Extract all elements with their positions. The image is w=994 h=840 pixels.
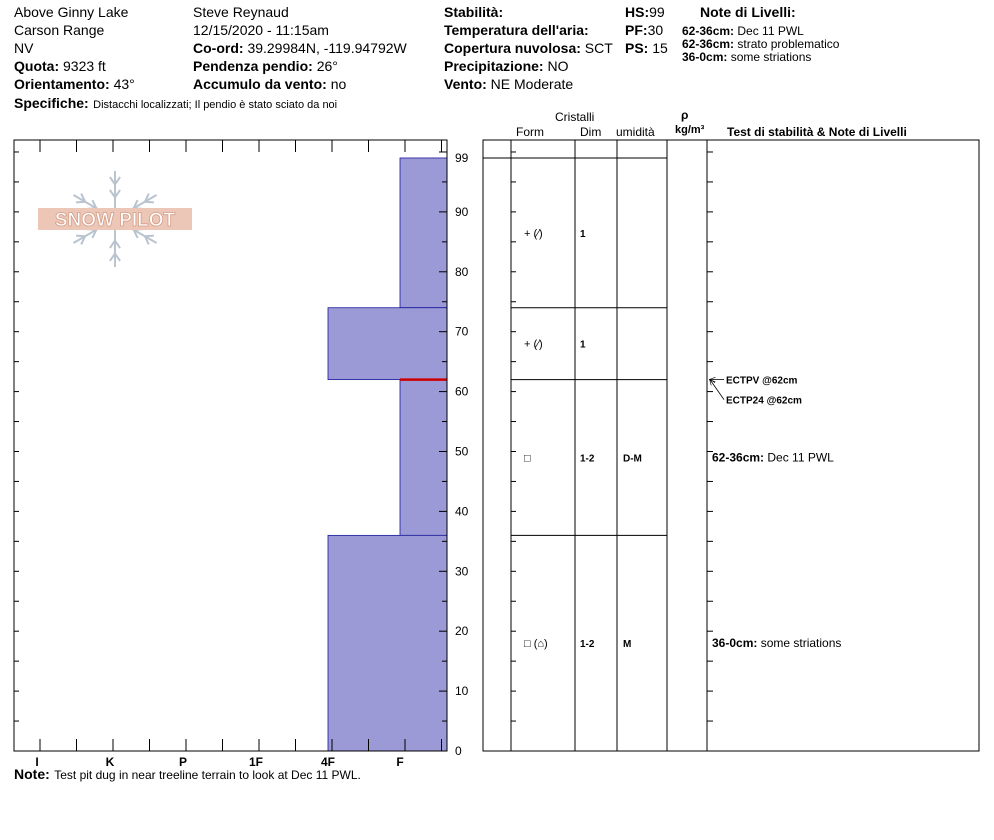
stability-label: Stabilità:: [444, 4, 504, 20]
state-name: NV: [14, 40, 34, 56]
sky-label: Copertura nuvolosa:: [444, 40, 581, 56]
layer-3-size: 1-2: [580, 453, 595, 465]
wind-value: NE Moderate: [490, 76, 574, 92]
hardness-bar-3: [400, 380, 447, 536]
layer-note-2-range: 62-36cm:: [682, 37, 735, 51]
depth-label-80: 80: [455, 264, 469, 279]
form-heading: Form: [516, 125, 544, 139]
precip-value: NO: [547, 58, 569, 74]
layer-table-frame: [483, 140, 979, 751]
note-label: Note:: [14, 766, 50, 782]
humidity-heading: umidità: [616, 125, 655, 139]
layer-4-size: 1-2: [580, 639, 595, 651]
depth-label-40: 40: [455, 504, 469, 519]
coord-value: 39.29984N, -119.94792W: [247, 40, 407, 56]
depth-label-90: 90: [455, 204, 469, 219]
air-temp-label: Temperatura dell'aria:: [444, 22, 589, 38]
crystals-heading: Cristalli: [555, 110, 595, 124]
location-name: Above Ginny Lake: [14, 4, 129, 20]
layer-4-form: □ (⌂): [524, 638, 548, 651]
layer-4-moisture: M: [623, 639, 632, 651]
depth-label-99: 99: [455, 150, 469, 165]
density-unit-heading: kg/m³: [675, 124, 705, 136]
wind-loading-value: no: [330, 76, 347, 92]
ps-value: 15: [652, 40, 668, 56]
tests-notes-heading: Test di stabilità & Note di Livelli: [727, 125, 907, 139]
stability-test-2: ECTP24 @62cm: [726, 395, 802, 407]
hardness-bar-4: [328, 535, 447, 751]
stability-test-1: ECTPV @62cm: [726, 375, 798, 387]
hs-value: 99: [649, 4, 665, 20]
wind-loading-label: Accumulo da vento:: [193, 76, 327, 92]
depth-label-70: 70: [455, 324, 469, 339]
layer-3-form: □: [524, 452, 531, 465]
hardness-label-P: P: [178, 755, 188, 769]
observer-name: Steve Reynaud: [193, 4, 289, 20]
depth-label-60: 60: [455, 384, 469, 399]
hs-label: HS:: [625, 4, 650, 20]
slope-label: Pendenza pendio:: [193, 58, 313, 74]
footer-note: [14, 766, 361, 784]
dim-heading: Dim: [580, 125, 602, 139]
aspect-value: 43°: [113, 76, 135, 92]
layer-1-size: 1: [580, 228, 586, 240]
hardness-bar-2: [328, 308, 447, 380]
layer-note-2-text: strato problematico: [737, 37, 840, 51]
layer-2-form: + (⁄): [524, 338, 543, 351]
hardness-label-F: F: [396, 755, 404, 769]
wind-label: Vento:: [444, 76, 487, 92]
layer-note-1-text: Dec 11 PWL: [737, 24, 804, 38]
aspect-label: Orientamento:: [14, 76, 110, 92]
depth-label-20: 20: [455, 624, 469, 639]
layer-1-form: + (⁄): [524, 227, 543, 240]
layer-note-1-range: 62-36cm:: [682, 24, 735, 38]
elevation-label: Quota:: [14, 58, 60, 74]
sky-value: SCT: [584, 40, 613, 56]
snowpilot-logo: [38, 171, 192, 267]
observation-datetime: 12/15/2020 - 11:15am: [193, 22, 329, 38]
slope-value: 26°: [316, 58, 338, 74]
stability-test-arrow-2: [710, 380, 724, 400]
depth-label-0: 0: [455, 744, 462, 758]
svg-text:SNOW PILOT: SNOW PILOT: [54, 210, 176, 231]
layer-3-moisture: D-M: [623, 453, 642, 465]
specifics-label: Specifiche:: [14, 95, 89, 111]
column-note-2: 36-0cm: some striations: [712, 636, 842, 651]
ps-label: PS:: [625, 40, 649, 56]
note-text: Test pit dug in near treeline terrain to look at Dec 11 PWL.: [54, 768, 361, 782]
hardness-bar-1: [400, 158, 447, 308]
elevation-value: 9323 ft: [63, 58, 106, 74]
coord-label: Co-ord:: [193, 40, 244, 56]
depth-label-10: 10: [455, 684, 469, 699]
layer-2-size: 1: [580, 339, 586, 351]
hardness-label-1F: 1F: [248, 755, 264, 769]
density-symbol-heading: ρ: [681, 108, 689, 122]
range-name: Carson Range: [14, 22, 105, 38]
hardness-label-I: I: [35, 755, 39, 769]
layer-note-3-text: some striations: [730, 50, 812, 64]
depth-label-30: 30: [455, 564, 469, 579]
layer-note-3-range: 36-0cm:: [682, 50, 728, 64]
hardness-label-K: K: [105, 755, 115, 769]
layer-notes-title: Note di Livelli:: [700, 4, 796, 20]
pf-value: 30: [647, 22, 664, 38]
pf-label: PF:: [625, 22, 648, 38]
hardness-label-4F: 4F: [320, 755, 336, 769]
column-note-1: 62-36cm: Dec 11 PWL: [712, 450, 834, 465]
precip-label: Precipitazione:: [444, 58, 544, 74]
depth-label-50: 50: [455, 444, 469, 459]
specifics-value: Distacchi localizzati; Il pendio è stato sciato da noi: [93, 99, 338, 111]
